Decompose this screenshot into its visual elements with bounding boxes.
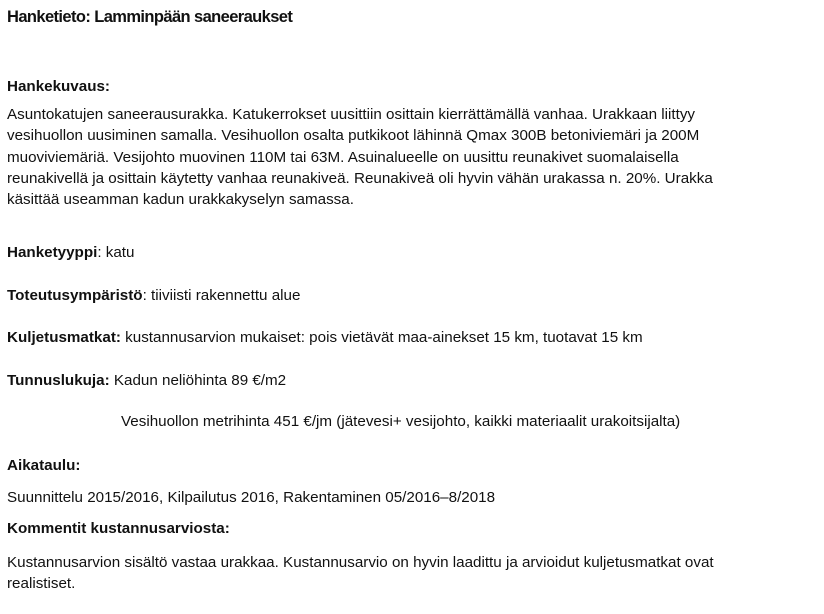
description-line: käsittää useamman kadun urakkakyselyn samassa. — [7, 191, 354, 209]
environment-value: : tiiviisti rakennettu alue — [142, 287, 301, 304]
document-title: Hanketieto: Lamminpään saneeraukset — [7, 8, 293, 26]
project-type-value: : katu — [97, 244, 135, 261]
transport-label: Kuljetusmatkat: — [7, 329, 121, 346]
description-line: muoviviemäriä. Vesijohto muovinen 110M tai 63M. Asuinalueelle on uusittu reunakivet suomalaisella — [7, 148, 679, 166]
key-figures-value: Kadun neliöhinta 89 €/m2 — [109, 372, 287, 389]
environment-row — [7, 287, 300, 304]
description-paragraph — [7, 104, 817, 210]
environment-label: Toteutusympäristö — [7, 287, 143, 304]
comments-line: Kustannusarvion sisältö vastaa urakkaa. Kustannusarvio on hyvin laadittu ja arvioidut kuljetusmatkat ovat — [7, 554, 714, 571]
key-figures-row — [7, 372, 286, 389]
comments-paragraph — [7, 552, 817, 595]
key-figures-second-line: Vesihuollon metrihinta 451 €/jm (jätevesi+ vesijohto, kaikki materiaalit urakoitsijalta) — [121, 413, 681, 430]
description-line: reunakivellä ja osittain käytetty vanhaa reunakiveä. Reunakiveä oli hyvin vähän urakassa n. 20%. Urakka — [7, 169, 713, 187]
project-type-row — [7, 244, 134, 261]
description-line: Asuntokatujen saneerausurakka. Katukerrokset uusittiin osittain kierrättämällä vanhaa. Urakkaan liittyy — [7, 106, 696, 123]
key-figures-label: Tunnuslukuja: — [7, 372, 110, 389]
description-heading: Hankekuvaus: — [7, 78, 110, 95]
comments-line: realistiset. — [7, 575, 76, 593]
description-line: vesihuollon uusiminen samalla. Vesihuollon osalta putkikoot lähinnä Qmax 300B betoniviemäri ja 200M — [7, 127, 700, 145]
transport-row — [7, 329, 643, 346]
schedule-text: Suunnittelu 2015/2016, Kilpailutus 2016, Rakentaminen 05/2016–8/2018 — [7, 489, 496, 506]
comments-heading: Kommentit kustannusarviosta: — [7, 520, 230, 537]
schedule-heading: Aikataulu: — [7, 457, 81, 474]
project-type-label: Hanketyyppi — [7, 244, 98, 261]
transport-value: kustannusarvion mukaiset: pois vietävät maa-ainekset 15 km, tuotavat 15 km — [120, 329, 643, 346]
